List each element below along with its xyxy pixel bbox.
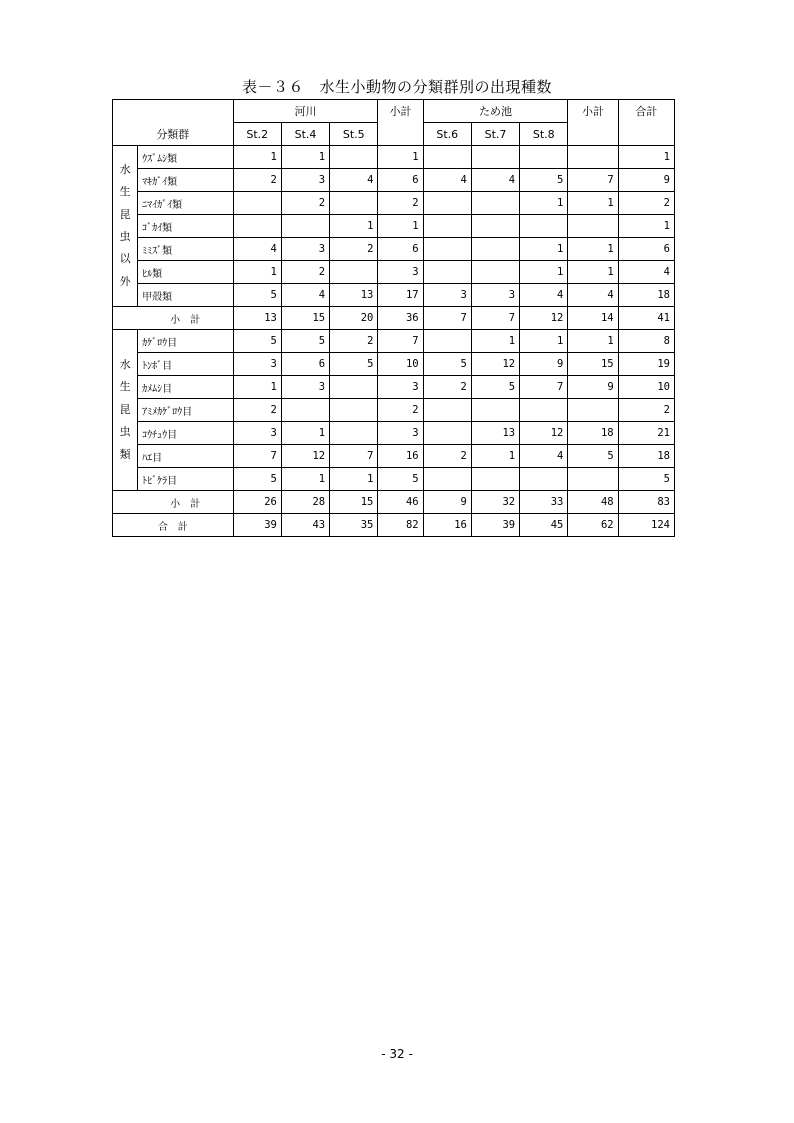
count-cell: 17	[378, 284, 423, 307]
count-cell	[330, 422, 378, 445]
taxon-label: ﾐﾐｽﾞ類	[138, 238, 234, 261]
count-cell	[471, 468, 519, 491]
subtotal-indent	[113, 307, 138, 330]
subtotal-cell: 14	[568, 307, 618, 330]
species-count-table	[112, 99, 675, 537]
count-cell: 3	[281, 169, 329, 192]
count-cell	[568, 146, 618, 169]
subtotal-label: 小 計	[138, 491, 234, 514]
table-row	[113, 353, 675, 376]
taxon-label: ﾋﾙ類	[138, 261, 234, 284]
count-cell: 2	[423, 445, 471, 468]
count-cell: 1	[520, 238, 568, 261]
count-cell: 2	[378, 192, 423, 215]
count-cell: 1	[618, 146, 674, 169]
side-char: 以	[119, 252, 131, 266]
count-cell: 2	[233, 399, 281, 422]
count-cell: 12	[520, 422, 568, 445]
subtotal-cell: 46	[378, 491, 423, 514]
count-cell: 1	[520, 261, 568, 284]
subtotal-cell: 41	[618, 307, 674, 330]
count-cell: 2	[330, 330, 378, 353]
count-cell: 2	[281, 192, 329, 215]
side-char: 虫	[119, 425, 131, 439]
table-row	[113, 169, 675, 192]
grand-total-cell: 43	[281, 514, 329, 537]
grand-total-cell: 124	[618, 514, 674, 537]
subtotal-cell: 48	[568, 491, 618, 514]
group-side-label	[113, 146, 138, 307]
count-cell: 1	[378, 146, 423, 169]
grand-total-cell: 62	[568, 514, 618, 537]
count-cell: 2	[618, 399, 674, 422]
count-cell	[423, 330, 471, 353]
side-char: 生	[119, 380, 131, 394]
count-cell: 6	[281, 353, 329, 376]
count-cell: 13	[471, 422, 519, 445]
count-cell: 5	[378, 468, 423, 491]
side-char: 類	[119, 447, 131, 461]
station-header: St.8	[520, 123, 568, 146]
count-cell: 2	[378, 399, 423, 422]
count-cell	[330, 146, 378, 169]
count-cell	[568, 468, 618, 491]
count-cell: 4	[423, 169, 471, 192]
count-cell: 1	[471, 330, 519, 353]
grand-total-cell: 39	[471, 514, 519, 537]
count-cell: 7	[233, 445, 281, 468]
count-cell: 18	[618, 284, 674, 307]
count-cell: 16	[378, 445, 423, 468]
count-cell	[471, 261, 519, 284]
table-row	[113, 376, 675, 399]
grand-total-cell: 45	[520, 514, 568, 537]
pond-subtotal-header: 小計	[568, 100, 618, 146]
count-cell: 2	[233, 169, 281, 192]
count-cell	[423, 238, 471, 261]
count-cell: 3	[378, 261, 423, 284]
count-cell: 8	[618, 330, 674, 353]
grand-total-cell: 16	[423, 514, 471, 537]
table-row	[113, 422, 675, 445]
table-row	[113, 261, 675, 284]
count-cell: 3	[471, 284, 519, 307]
subtotal-cell: 83	[618, 491, 674, 514]
subtotal-indent	[113, 491, 138, 514]
count-cell: 1	[520, 330, 568, 353]
subtotal-cell: 13	[233, 307, 281, 330]
side-char: 水	[119, 162, 131, 176]
count-cell: 9	[568, 376, 618, 399]
total-header: 合計	[618, 100, 674, 146]
count-cell: 3	[378, 422, 423, 445]
count-cell: 5	[330, 353, 378, 376]
subtotal-label: 小 計	[138, 307, 234, 330]
station-header: St.4	[281, 123, 329, 146]
river-header: 河川	[233, 100, 378, 123]
taxon-label: ｱﾐﾒｶｹﾞﾛｳ目	[138, 399, 234, 422]
side-char: 昆	[119, 207, 131, 221]
taxon-label: ｺｳﾁｭｳ目	[138, 422, 234, 445]
table-row	[113, 146, 675, 169]
grand-total-cell: 35	[330, 514, 378, 537]
count-cell	[520, 146, 568, 169]
count-cell: 5	[568, 445, 618, 468]
count-cell: 1	[233, 146, 281, 169]
count-cell: 19	[618, 353, 674, 376]
count-cell	[471, 192, 519, 215]
taxon-label: ｳｽﾞﾑｼ類	[138, 146, 234, 169]
count-cell	[423, 422, 471, 445]
count-cell: 5	[520, 169, 568, 192]
table-row	[113, 215, 675, 238]
count-cell: 1	[568, 330, 618, 353]
count-cell	[471, 215, 519, 238]
station-header: St.2	[233, 123, 281, 146]
side-char: 昆	[119, 402, 131, 416]
count-cell: 1	[281, 146, 329, 169]
count-cell: 10	[618, 376, 674, 399]
table-title: 表－３６ 水生小動物の分類群別の出現種数	[241, 78, 552, 96]
count-cell	[330, 261, 378, 284]
count-cell	[423, 468, 471, 491]
header-row-1	[113, 100, 675, 123]
count-cell	[330, 192, 378, 215]
table-row	[113, 192, 675, 215]
count-cell: 1	[330, 468, 378, 491]
count-cell: 2	[423, 376, 471, 399]
count-cell: 18	[618, 445, 674, 468]
taxon-label: ﾄﾋﾞｹﾗ目	[138, 468, 234, 491]
subtotal-cell: 12	[520, 307, 568, 330]
table-row	[113, 399, 675, 422]
count-cell: 1	[568, 192, 618, 215]
count-cell: 18	[568, 422, 618, 445]
count-cell: 9	[520, 353, 568, 376]
count-cell: 5	[423, 353, 471, 376]
count-cell: 1	[281, 422, 329, 445]
count-cell: 3	[281, 238, 329, 261]
count-cell: 4	[520, 284, 568, 307]
count-cell: 7	[330, 445, 378, 468]
taxon-label: ﾊｴ目	[138, 445, 234, 468]
count-cell: 2	[618, 192, 674, 215]
table-row	[113, 330, 675, 353]
count-cell	[471, 238, 519, 261]
count-cell	[471, 399, 519, 422]
count-cell: 3	[233, 422, 281, 445]
count-cell: 12	[471, 353, 519, 376]
count-cell: 4	[233, 238, 281, 261]
count-cell: 4	[281, 284, 329, 307]
count-cell	[330, 376, 378, 399]
count-cell: 12	[281, 445, 329, 468]
taxon-label: ﾄﾝﾎﾞ目	[138, 353, 234, 376]
count-cell: 3	[233, 353, 281, 376]
station-header: St.5	[330, 123, 378, 146]
table-row	[113, 238, 675, 261]
subtotal-cell: 28	[281, 491, 329, 514]
subtotal-cell: 9	[423, 491, 471, 514]
count-cell: 1	[281, 468, 329, 491]
count-cell: 1	[233, 261, 281, 284]
count-cell	[423, 192, 471, 215]
count-cell: 5	[233, 468, 281, 491]
taxon-label: 甲殻類	[138, 284, 234, 307]
count-cell: 13	[330, 284, 378, 307]
count-cell: 1	[471, 445, 519, 468]
count-cell	[233, 192, 281, 215]
count-cell: 10	[378, 353, 423, 376]
count-cell: 6	[378, 238, 423, 261]
taxon-label: ｶｹﾞﾛｳ目	[138, 330, 234, 353]
count-cell	[423, 261, 471, 284]
count-cell	[520, 215, 568, 238]
taxon-label: ﾆﾏｲｶﾞｲ類	[138, 192, 234, 215]
count-cell: 5	[471, 376, 519, 399]
count-cell	[423, 399, 471, 422]
pond-header: ため池	[423, 100, 568, 123]
count-cell: 3	[378, 376, 423, 399]
count-cell: 5	[233, 330, 281, 353]
count-cell: 1	[618, 215, 674, 238]
count-cell: 4	[330, 169, 378, 192]
count-cell: 9	[618, 169, 674, 192]
count-cell: 5	[281, 330, 329, 353]
count-cell: 15	[568, 353, 618, 376]
grand-total-row	[113, 514, 675, 537]
count-cell: 4	[568, 284, 618, 307]
table-row	[113, 468, 675, 491]
count-cell: 1	[568, 261, 618, 284]
count-cell: 21	[618, 422, 674, 445]
count-cell	[233, 215, 281, 238]
side-char: 生	[119, 185, 131, 199]
count-cell: 1	[233, 376, 281, 399]
subtotal-cell: 26	[233, 491, 281, 514]
count-cell: 4	[520, 445, 568, 468]
taxon-label: ﾏｷｶﾞｲ類	[138, 169, 234, 192]
subtotal-cell: 32	[471, 491, 519, 514]
grand-total-cell: 82	[378, 514, 423, 537]
side-char: 外	[119, 274, 131, 288]
river-subtotal-header: 小計	[378, 100, 423, 146]
table-row	[113, 445, 675, 468]
count-cell	[423, 215, 471, 238]
grand-total-label: 合 計	[113, 514, 234, 537]
count-cell	[568, 399, 618, 422]
subtotal-row	[113, 307, 675, 330]
table-row	[113, 284, 675, 307]
count-cell: 1	[378, 215, 423, 238]
grand-total-cell: 39	[233, 514, 281, 537]
subtotal-cell: 15	[281, 307, 329, 330]
station-header: St.7	[471, 123, 519, 146]
station-header: St.6	[423, 123, 471, 146]
page-number: - 32 -	[381, 1047, 413, 1061]
count-cell: 7	[520, 376, 568, 399]
count-cell: 2	[281, 261, 329, 284]
subtotal-cell: 20	[330, 307, 378, 330]
count-cell: 1	[568, 238, 618, 261]
count-cell: 6	[618, 238, 674, 261]
count-cell	[330, 399, 378, 422]
count-cell: 5	[233, 284, 281, 307]
count-cell: 4	[618, 261, 674, 284]
count-cell	[520, 468, 568, 491]
count-cell	[520, 399, 568, 422]
count-cell: 7	[378, 330, 423, 353]
count-cell	[568, 215, 618, 238]
count-cell: 3	[423, 284, 471, 307]
count-cell: 7	[568, 169, 618, 192]
count-cell	[281, 215, 329, 238]
subtotal-cell: 7	[423, 307, 471, 330]
count-cell: 1	[520, 192, 568, 215]
subtotal-cell: 7	[471, 307, 519, 330]
subtotal-row	[113, 491, 675, 514]
subtotal-cell: 36	[378, 307, 423, 330]
side-char: 水	[119, 357, 131, 371]
count-cell: 4	[471, 169, 519, 192]
group-side-label	[113, 330, 138, 491]
count-cell: 1	[330, 215, 378, 238]
subtotal-cell: 15	[330, 491, 378, 514]
count-cell: 3	[281, 376, 329, 399]
count-cell: 6	[378, 169, 423, 192]
count-cell: 2	[330, 238, 378, 261]
count-cell	[471, 146, 519, 169]
count-cell	[281, 399, 329, 422]
taxon-label: ｺﾞｶｲ類	[138, 215, 234, 238]
subtotal-cell: 33	[520, 491, 568, 514]
count-cell	[423, 146, 471, 169]
side-char: 虫	[119, 230, 131, 243]
category-header: 分類群	[113, 100, 234, 146]
count-cell: 5	[618, 468, 674, 491]
taxon-label: ｶﾒﾑｼ目	[138, 376, 234, 399]
